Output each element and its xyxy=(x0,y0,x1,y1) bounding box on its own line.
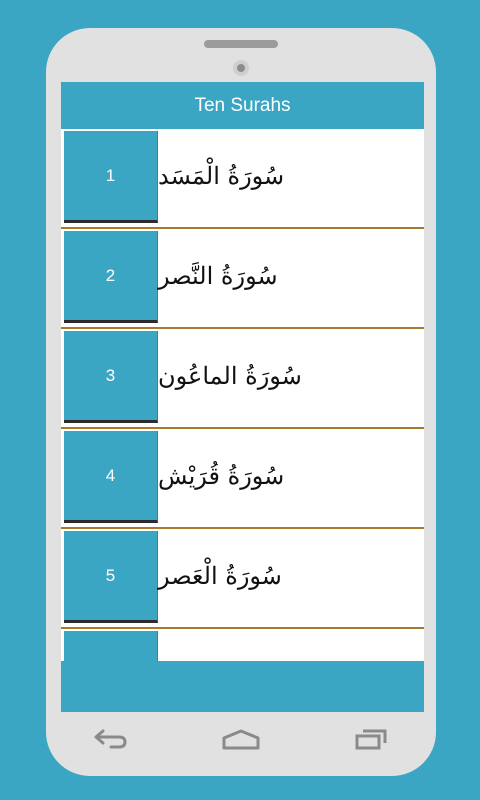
system-nav-bar xyxy=(46,714,436,764)
speaker-grille xyxy=(204,40,278,48)
home-button[interactable] xyxy=(211,719,271,759)
surah-number-box xyxy=(64,631,158,661)
surah-list[interactable] xyxy=(61,129,424,661)
surah-number: 5 xyxy=(105,565,116,585)
title-bar xyxy=(61,82,424,129)
app-title: Ten Surahs xyxy=(194,94,291,116)
list-item[interactable] xyxy=(61,129,424,229)
surah-number: 4 xyxy=(105,465,116,485)
list-item-partial[interactable] xyxy=(61,629,424,661)
surah-name: سُورَةُ قُرَيْش xyxy=(158,462,285,490)
surah-name: سُورَةُ الْعَصر xyxy=(158,562,282,590)
list-item[interactable] xyxy=(61,529,424,629)
list-item[interactable] xyxy=(61,329,424,429)
recents-icon xyxy=(354,727,388,751)
surah-number: 3 xyxy=(105,365,116,385)
surah-number-box xyxy=(64,331,158,423)
app-screen xyxy=(61,82,424,712)
home-icon xyxy=(221,728,261,750)
surah-number: 1 xyxy=(105,165,116,185)
phone-frame xyxy=(46,28,436,776)
back-button[interactable] xyxy=(81,719,141,759)
list-item[interactable] xyxy=(61,229,424,329)
front-camera xyxy=(233,60,249,76)
list-item[interactable] xyxy=(61,429,424,529)
surah-name: سُورَةُ النَّصر xyxy=(158,262,278,290)
surah-name: سُورَةُ الْمَسَد xyxy=(158,162,285,190)
surah-number-box xyxy=(64,531,158,623)
surah-name: سُورَةُ الماعُون xyxy=(158,362,302,390)
footer-bar xyxy=(61,661,424,712)
surah-number-box xyxy=(64,131,158,223)
recents-button[interactable] xyxy=(341,719,401,759)
back-arrow-icon xyxy=(93,728,129,750)
surah-number-box xyxy=(64,431,158,523)
surah-number-box xyxy=(64,231,158,323)
surah-number: 2 xyxy=(105,265,116,285)
surah-name xyxy=(158,629,424,661)
